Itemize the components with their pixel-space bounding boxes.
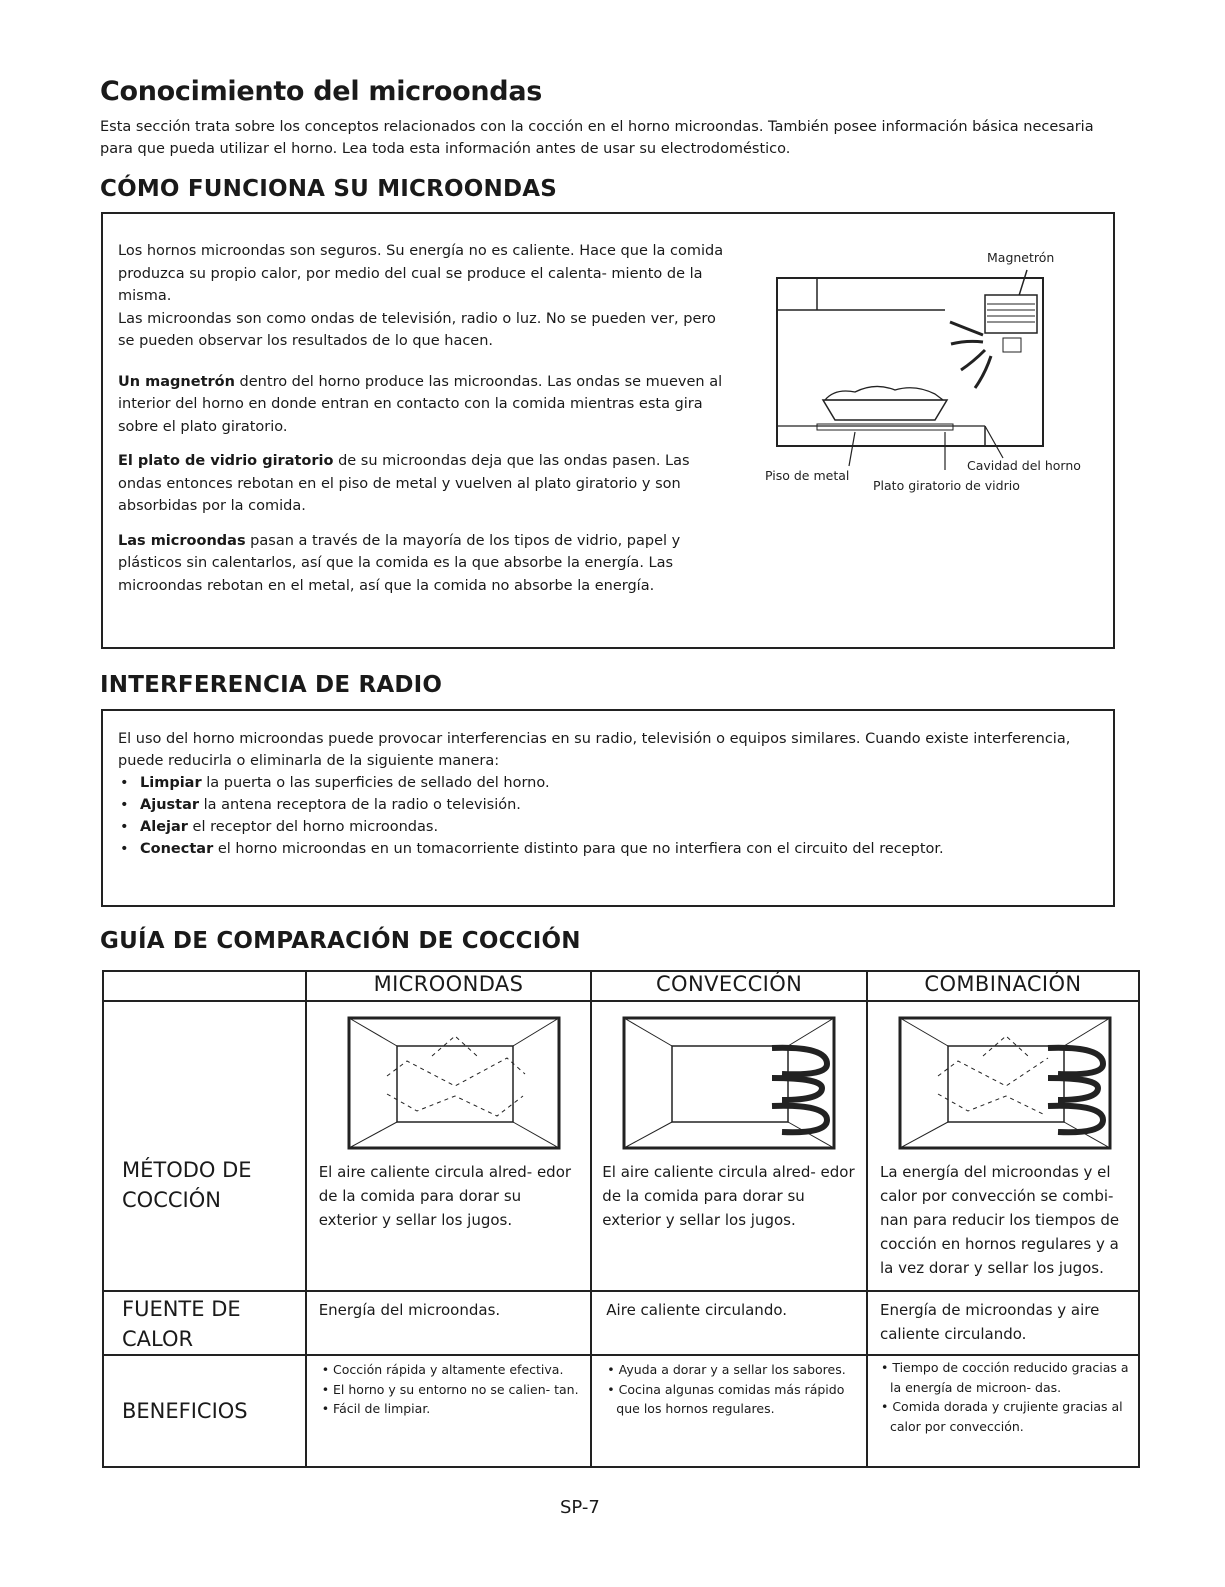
list-item-term: Limpiar [140, 775, 202, 791]
column-header-combinacion: COMBINACIÓN [867, 971, 1139, 1001]
diagram-label-magnetron: Magnetrón [987, 250, 1055, 265]
paragraph: Los hornos microondas son seguros. Su energía no es caliente. Hace que la comida produzca su propio calor, por medio del cual se produce el calenta- miento de la misma. [118, 243, 724, 304]
table-corner [103, 971, 306, 1001]
list-item [118, 838, 1098, 860]
diagram-label-cavidad: Cavidad del horno [967, 458, 1081, 473]
table-cell [306, 1291, 592, 1355]
beneficios-combinacion [876, 1358, 1138, 1436]
paragraph [118, 450, 728, 518]
list-item-term: Alejar [140, 819, 188, 835]
list-item: • Cocción rápida y altamente efectiva. [321, 1362, 564, 1377]
table-cell [867, 1001, 1139, 1291]
combination-method-icon [898, 1016, 1114, 1152]
beneficios-microondas [317, 1360, 579, 1419]
section-heading-interferencia: INTERFERENCIA DE RADIO [100, 672, 443, 698]
column-header-microondas: MICROONDAS [306, 971, 592, 1001]
list-item: • El horno y su entorno no se calien- tan. [321, 1381, 579, 1397]
list-item-text: el receptor del horno microondas. [187, 819, 439, 835]
table-cell [306, 1355, 592, 1467]
convection-method-icon [622, 1016, 838, 1152]
list-item-text: el horno microondas en un tomacorriente distinto para que no interfiera con el circuito del receptor. [213, 841, 944, 857]
paragraph-text: pasan a través de la mayoría de los tipos de vidrio, papel y plásticos sin calentarlos, así que la comida es la que absorbe la energía. Las microondas rebotan en el metal, así que la comida no absorbe la energía. [118, 532, 681, 594]
page-number: SP-7 [560, 1497, 600, 1518]
fuente-combinacion-text: Energía de microondas y aire caliente circulando. [879, 1301, 1100, 1343]
list-item [118, 816, 1098, 838]
diagram-label-plato: Plato giratorio de vidrio [873, 478, 1020, 493]
fuente-microondas-text: Energía del microondas. [318, 1301, 501, 1319]
table-cell [591, 1001, 867, 1291]
table-cell [867, 1355, 1139, 1467]
intro-text: Esta sección trata sobre los conceptos relacionados con la cocción en el horno microondas. También posee información básica necesaria para que pueda utilizar el horno. Lea toda esta información antes de usar su electrodoméstico. [100, 119, 1094, 157]
microwave-method-icon [347, 1016, 563, 1152]
microwave-diagram [755, 240, 1105, 500]
list-item-term: Conectar [140, 841, 214, 857]
bold-term: El plato de vidrio giratorio [118, 453, 334, 469]
diagram-label-piso: Piso de metal [765, 468, 850, 483]
row-header-fuente: FUENTE DE CALOR [122, 1297, 241, 1351]
metodo-microondas-text: El aire caliente circula alred- edor de la comida para dorar su exterior y sellar los jugos. [318, 1163, 572, 1229]
list-item-term: Ajustar [140, 797, 200, 813]
metodo-conveccion-text: El aire caliente circula alred- edor de la comida para dorar su exterior y sellar los jugos. [602, 1163, 855, 1229]
bold-term: Un magnetrón [118, 373, 235, 390]
interferencia-list [118, 772, 1098, 860]
section-heading-como-funciona: CÓMO FUNCIONA SU MICROONDAS [100, 176, 558, 202]
fuente-conveccion-text: Aire caliente circulando. [606, 1301, 788, 1319]
page-title: Conocimiento del microondas [100, 76, 543, 107]
table-cell [591, 1355, 867, 1467]
bold-term: Las microondas [118, 532, 246, 549]
list-item: • Ayuda a dorar y a sellar los sabores. [607, 1362, 846, 1377]
row-header-metodo: MÉTODO DE COCCIÓN [122, 1158, 252, 1212]
list-item: • Fácil de limpiar. [321, 1401, 431, 1416]
row-header-cell [103, 1291, 306, 1355]
como-funciona-text [118, 240, 728, 597]
list-item [118, 794, 1098, 816]
comparison-table [102, 970, 1140, 1468]
beneficios-conveccion [602, 1360, 854, 1419]
list-item: • Cocina algunas comidas más rápido que los hornos regulares. [607, 1381, 845, 1416]
table-cell [867, 1291, 1139, 1355]
table-cell [591, 1291, 867, 1355]
row-header-cell [103, 1355, 306, 1467]
list-item: • Comida dorada y crujiente gracias al calor por convección. [880, 1399, 1123, 1434]
list-item: • Tiempo de cocción reducido gracias a la energía de microon- das. [880, 1360, 1129, 1395]
paragraph-text: dentro del horno produce las microondas. Las ondas se mueven al interior del horno en donde entran en contacto con la comida mientras esta gira sobre el plato giratorio. [118, 373, 723, 435]
row-header-cell [103, 1001, 306, 1291]
list-item-text: la puerta o las superficies de sellado del horno. [201, 775, 550, 791]
column-header-conveccion: CONVECCIÓN [591, 971, 867, 1001]
interferencia-content [118, 728, 1098, 860]
paragraph [118, 371, 728, 439]
section-heading-guia: GUÍA DE COMPARACIÓN DE COCCIÓN [100, 928, 581, 954]
list-item [118, 772, 1098, 794]
row-header-beneficios: BENEFICIOS [122, 1399, 248, 1423]
list-item-text: la antena receptora de la radio o televisión. [199, 797, 521, 813]
metodo-combinacion-text: La energía del microondas y el calor por convección se combi- nan para reducir los tiempos de cocción en hornos regulares y a la vez dorar y sellar los jugos. [879, 1163, 1120, 1277]
interferencia-text: El uso del horno microondas puede provocar interferencias en su radio, televisión o equipos similares. Cuando existe interferencia, puede reducirla o eliminarla de la siguiente manera: [118, 731, 1071, 769]
paragraph [118, 530, 728, 598]
table-cell [306, 1001, 592, 1291]
paragraph: Las microondas son como ondas de televisión, radio o luz. No se pueden ver, pero se pueden observar los resultados de lo que hacen. [118, 310, 716, 349]
paragraph-text: de su microondas deja que las ondas pasen. Las ondas entonces rebotan en el piso de metal y vuelven al plato giratorio y son absorbidas por la comida. [118, 453, 690, 514]
